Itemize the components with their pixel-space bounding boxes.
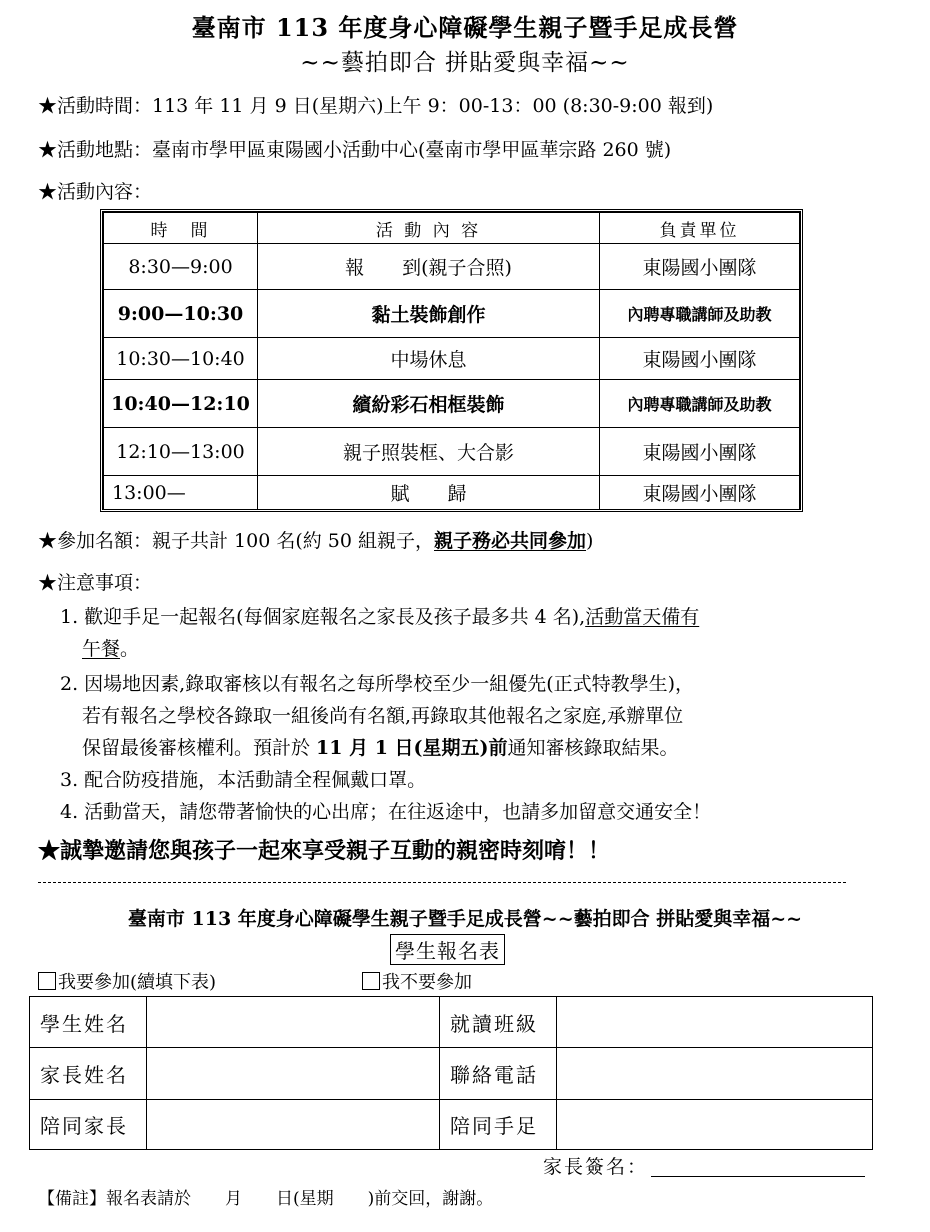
schedule-header-unit: 負責單位 — [600, 213, 800, 244]
quota-line — [38, 526, 593, 553]
label-companion-parent: 陪同家長 — [30, 1100, 147, 1150]
schedule-time: 9:00—10:30 — [104, 290, 258, 338]
registration-table — [29, 996, 873, 1150]
option-attend-label: 我要參加(續填下表) — [58, 972, 217, 993]
signature-field[interactable] — [651, 1176, 865, 1177]
note-2-line3 — [82, 733, 679, 760]
note-1-text: 1. 歡迎手足一起報名(每個家庭報名之家長及孩子最多共 4 名), — [60, 606, 586, 628]
activity-time: ★活動時間：113 年 11 月 9 日(星期六)上午 9：00-13：00 (8:30-9:00 報到) — [38, 95, 714, 117]
schedule-time: 10:40—12:10 — [104, 380, 258, 428]
registration-row — [30, 1100, 873, 1150]
schedule-table — [100, 209, 803, 512]
schedule-header-time: 時 間 — [104, 213, 258, 244]
form-title: 臺南市 113 年度身心障礙學生親子暨手足成長營~~藝拍即合 拼貼愛與幸福~~ — [127, 908, 803, 930]
note-2: 2. 因場地因素,錄取審核以有報名之每所學校至少一組優先(正式特教學生)， — [60, 673, 695, 695]
input-companion-parent[interactable] — [147, 1100, 440, 1150]
label-parent-name: 家長姓名 — [30, 1048, 147, 1100]
note-1-lunch: 活動當天備有 — [585, 606, 700, 628]
note-1-end: 。 — [120, 638, 140, 660]
schedule-row — [104, 380, 800, 428]
label-phone: 聯絡電話 — [440, 1048, 557, 1100]
schedule-time: 12:10—13:00 — [104, 428, 258, 476]
schedule-row — [104, 290, 800, 338]
option-not-attend[interactable] — [362, 968, 472, 994]
page-title: 臺南市 113 年度身心障礙學生親子暨手足成長營 — [191, 13, 739, 42]
schedule-time: 13:00— — [104, 476, 258, 510]
schedule-unit: 內聘專職講師及助教 — [600, 290, 800, 338]
schedule-activity: 報 到(親子合照) — [258, 244, 600, 290]
note-2-date: 11 月 1 日(星期五)前 — [316, 737, 508, 759]
remark: 【備註】報名表請於 月 日(星期 )前交回，謝謝。 — [38, 1189, 494, 1209]
label-class: 就讀班級 — [440, 997, 557, 1048]
input-phone[interactable] — [557, 1048, 873, 1100]
activity-content-label: ★活動內容： — [38, 181, 153, 203]
schedule-activity: 中場休息 — [258, 338, 600, 380]
schedule-activity: 繽紛彩石相框裝飾 — [258, 380, 600, 428]
schedule-activity: 黏土裝飾創作 — [258, 290, 600, 338]
checkbox-attend[interactable] — [38, 972, 56, 990]
schedule-unit: 東陽國小團隊 — [600, 428, 800, 476]
schedule-time: 10:30—10:40 — [104, 338, 258, 380]
note-2-end: 通知審核錄取結果。 — [507, 737, 679, 759]
invitation: ★誠摯邀請您與孩子一起來享受親子互動的親密時刻唷！！ — [38, 838, 611, 864]
input-companion-sibling[interactable] — [557, 1100, 873, 1150]
quota-emphasis: 親子務必共同參加 — [434, 530, 587, 552]
schedule-row — [104, 428, 800, 476]
quota-prefix: ★參加名額：親子共計 100 名(約 50 組親子， — [38, 530, 435, 552]
note-1-cont — [82, 634, 139, 661]
schedule-time: 8:30—9:00 — [104, 244, 258, 290]
schedule-activity: 賦 歸 — [258, 476, 600, 510]
checkbox-not-attend[interactable] — [362, 972, 380, 990]
schedule-unit: 東陽國小團隊 — [600, 476, 800, 510]
label-student-name: 學生姓名 — [30, 997, 147, 1048]
schedule-unit: 東陽國小團隊 — [600, 338, 800, 380]
schedule-unit: 東陽國小團隊 — [600, 244, 800, 290]
input-student-name[interactable] — [147, 997, 440, 1048]
schedule-activity: 親子照裝框、大合影 — [258, 428, 600, 476]
option-attend[interactable] — [38, 968, 216, 994]
note-1 — [60, 602, 699, 629]
label-companion-sibling: 陪同手足 — [440, 1100, 557, 1150]
schedule-row — [104, 338, 800, 380]
registration-row — [30, 1048, 873, 1100]
signature-label: 家長簽名： — [543, 1156, 649, 1178]
option-not-attend-label: 我不要參加 — [382, 972, 472, 993]
note-4: 4. 活動當天，請您帶著愉快的心出席；在往返途中，也請多加留意交通安全！ — [60, 801, 712, 823]
note-1-lunch-cont: 午餐 — [82, 638, 121, 660]
schedule-row — [104, 244, 800, 290]
form-subtitle: 學生報名表 — [390, 934, 505, 965]
input-class[interactable] — [557, 997, 873, 1048]
notes-label: ★注意事項： — [38, 572, 153, 594]
registration-row — [30, 997, 873, 1048]
note-2-line2: 若有報名之學校各錄取一組後尚有名額,再錄取其他報名之家庭,承辦單位 — [82, 705, 684, 727]
schedule-header-activity: 活 動 內 容 — [258, 213, 600, 244]
page-subtitle: ~~藝拍即合 拼貼愛與幸福~~ — [300, 50, 630, 76]
cut-line — [38, 882, 846, 883]
schedule-unit: 內聘專職講師及助教 — [600, 380, 800, 428]
note-3: 3. 配合防疫措施，本活動請全程佩戴口罩。 — [60, 769, 427, 791]
activity-place: ★活動地點：臺南市學甲區東陽國小活動中心(臺南市學甲區華宗路 260 號) — [38, 139, 672, 161]
schedule-row — [104, 476, 800, 510]
schedule-header-row — [104, 213, 800, 244]
quota-suffix: ) — [586, 530, 594, 552]
note-2-text: 保留最後審核權利。預計於 — [82, 737, 317, 759]
input-parent-name[interactable] — [147, 1048, 440, 1100]
